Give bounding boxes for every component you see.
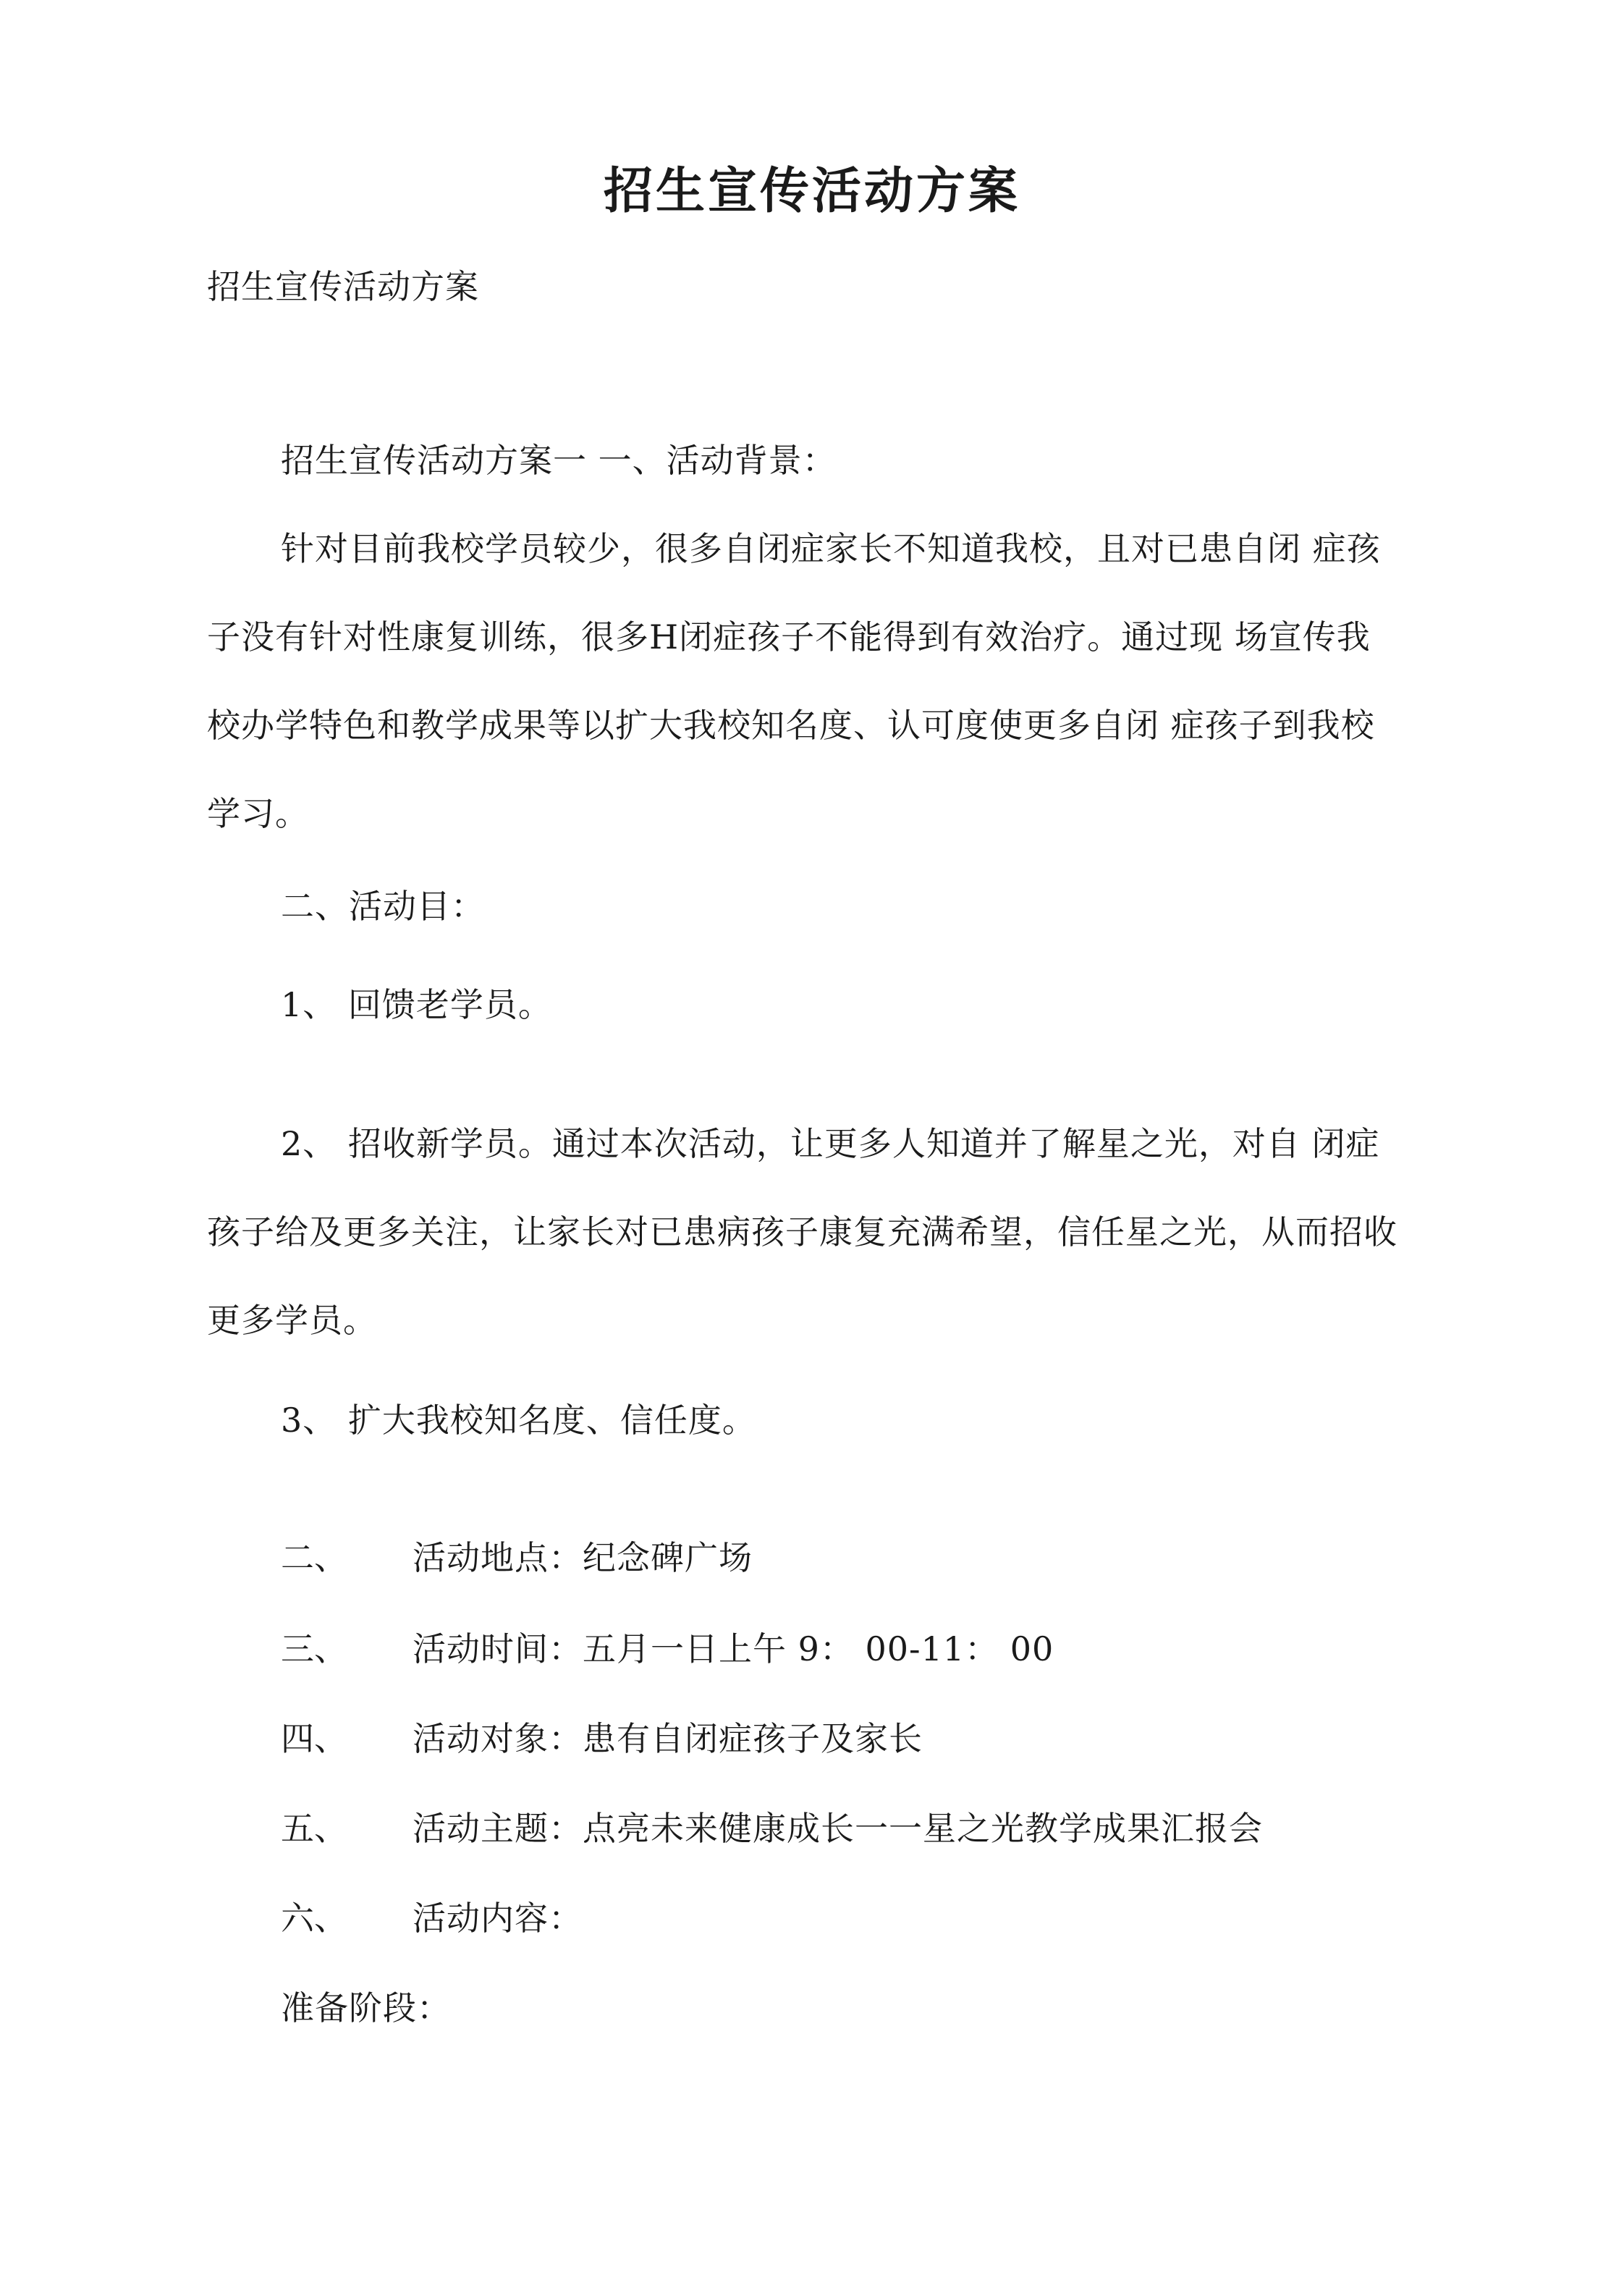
item-theme: 活动主题：点亮未来健康成长一一星之光教学成果汇报会 — [413, 1809, 1263, 1848]
item-location: 活动地点：纪念碑广场 — [413, 1538, 753, 1577]
item-time: 活动时间：五月一日上午 9： 00-11： 00 — [413, 1629, 1054, 1668]
item-number: 五、 — [281, 1809, 347, 1848]
goal-2-line-3: 更多学员。 — [207, 1301, 377, 1340]
document-subtitle: 招生宣传活动方案 — [207, 267, 479, 306]
goals-heading: 二、活动目： — [281, 887, 485, 926]
item-number: 三、 — [281, 1629, 347, 1668]
section-heading: 招生宣传活动方案一 一、活动背景： — [281, 441, 837, 480]
background-line-1: 针对目前我校学员较少，很多自闭症家长不知道我校，且对已患自闭 症孩 — [281, 529, 1381, 568]
background-line-4: 学习。 — [207, 794, 309, 833]
prep-heading: 准备阶段： — [281, 1988, 451, 2027]
item-audience: 活动对象：患有自闭症孩子及家长 — [413, 1719, 923, 1758]
item-number: 二、 — [281, 1538, 347, 1577]
item-number: 六、 — [281, 1899, 347, 1938]
document-title: 招生宣传活动方案 — [603, 162, 1020, 220]
background-line-2: 子没有针对性康复训练，很多H闭症孩子不能得到有效治疗。通过现 场宣传我 — [207, 617, 1371, 657]
goal-2-line-2: 孩子给及更多关注，让家长对已患病孩子康复充满希望，信任星之光，从而招收 — [207, 1212, 1397, 1252]
goal-1: 1、 回馈老学员。 — [281, 985, 552, 1024]
item-content: 活动内容： — [413, 1899, 583, 1938]
goal-2-line-1: 2、 招收新学员。通过本次活动，让更多人知道并了解星之光，对自 闭症 — [281, 1124, 1380, 1163]
background-line-3: 校办学特色和教学成果等以扩大我校知名度、认可度使更多自闭 症孩子到我校 — [207, 706, 1375, 745]
item-number: 四、 — [281, 1719, 347, 1758]
goal-3: 3、 扩大我校知名度、信任度。 — [281, 1401, 756, 1440]
